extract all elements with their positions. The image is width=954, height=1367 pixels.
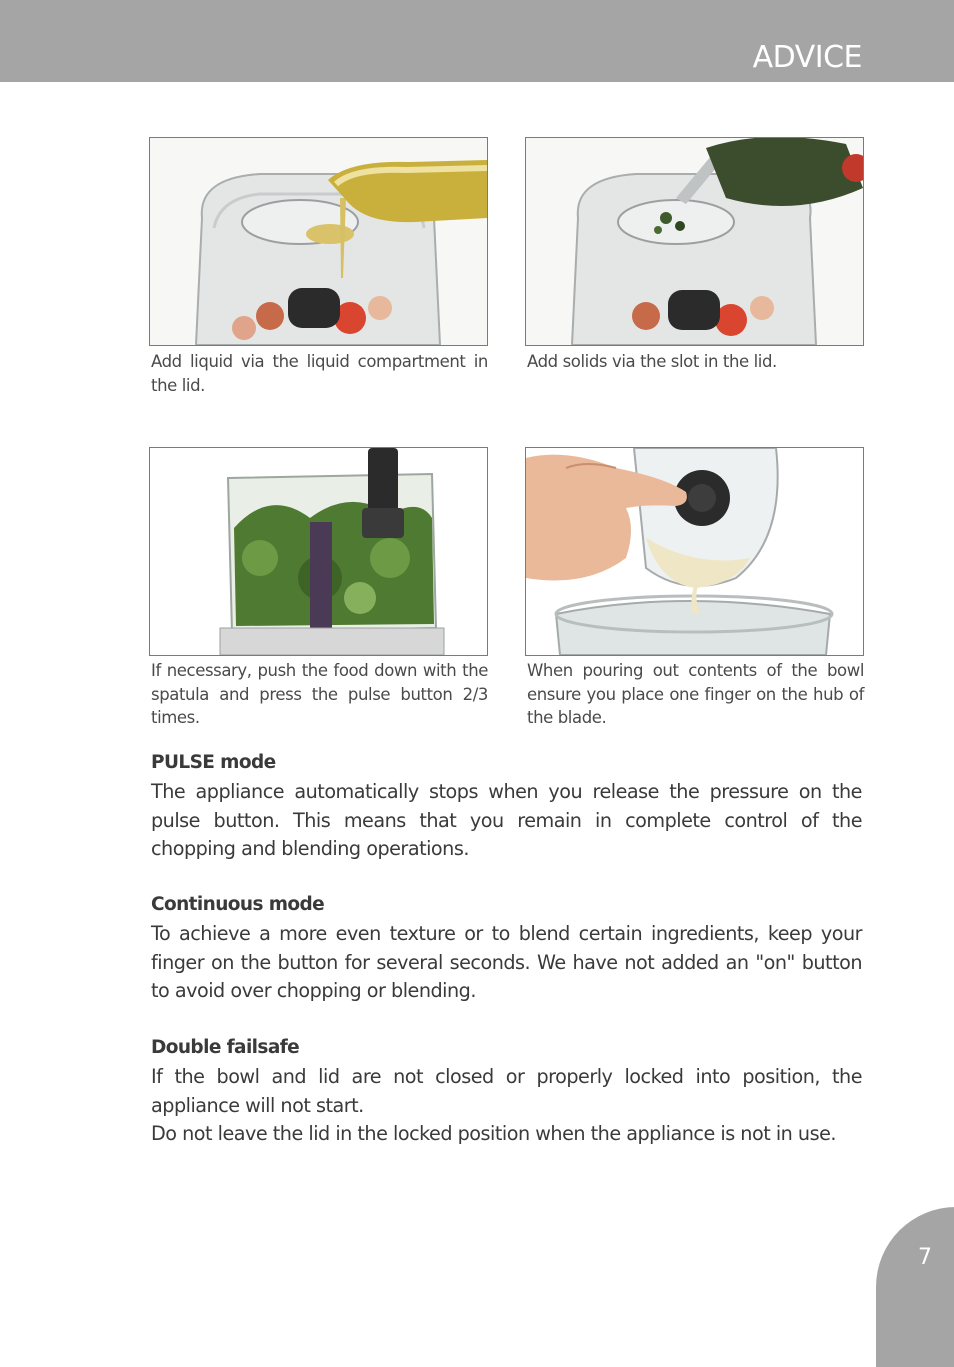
figure-caption: Add liquid via the liquid compartment in the lid. xyxy=(151,352,488,395)
section-body-failsafe xyxy=(151,1063,862,1149)
section-paragraph: If the bowl and lid are not closed or properly locked into position, the appliance will not start. xyxy=(151,1065,862,1117)
section-paragraph: To achieve a more even texture or to blend certain ingredients, keep your finger on the button for several seconds. We have not added an "on" button to avoid over chopping or blending. xyxy=(151,922,862,1003)
figure-caption: Add solids via the slot in the lid. xyxy=(527,352,777,371)
figure-caption: When pouring out contents of the bowl ensure you place one finger on the hub of the blade. xyxy=(527,661,864,727)
bowl-pour-photo xyxy=(525,447,864,656)
figure-caption: If necessary, push the food down with the spatula and press the pulse button 2/3 times. xyxy=(151,661,488,727)
page-number-tab xyxy=(876,1207,954,1367)
section-heading-failsafe: Double failsafe xyxy=(151,1037,300,1058)
solids-slot-photo xyxy=(525,137,864,346)
section-body-continuous xyxy=(151,920,862,1006)
section-heading-pulse: PULSE mode xyxy=(151,752,276,773)
section-heading-continuous: Continuous mode xyxy=(151,894,325,915)
page-title: ADVICE xyxy=(752,40,862,75)
liquid-pour-photo xyxy=(149,137,488,346)
section-body-pulse xyxy=(151,778,862,864)
section-paragraph: Do not leave the lid in the locked position when the appliance is not in use. xyxy=(151,1122,836,1146)
spatula-push-photo xyxy=(149,447,488,656)
page-number: 7 xyxy=(918,1245,932,1270)
section-paragraph: The appliance automatically stops when you release the pressure on the pulse button. This means that you remain in complete control of the chopping and blending operations. xyxy=(151,780,862,861)
